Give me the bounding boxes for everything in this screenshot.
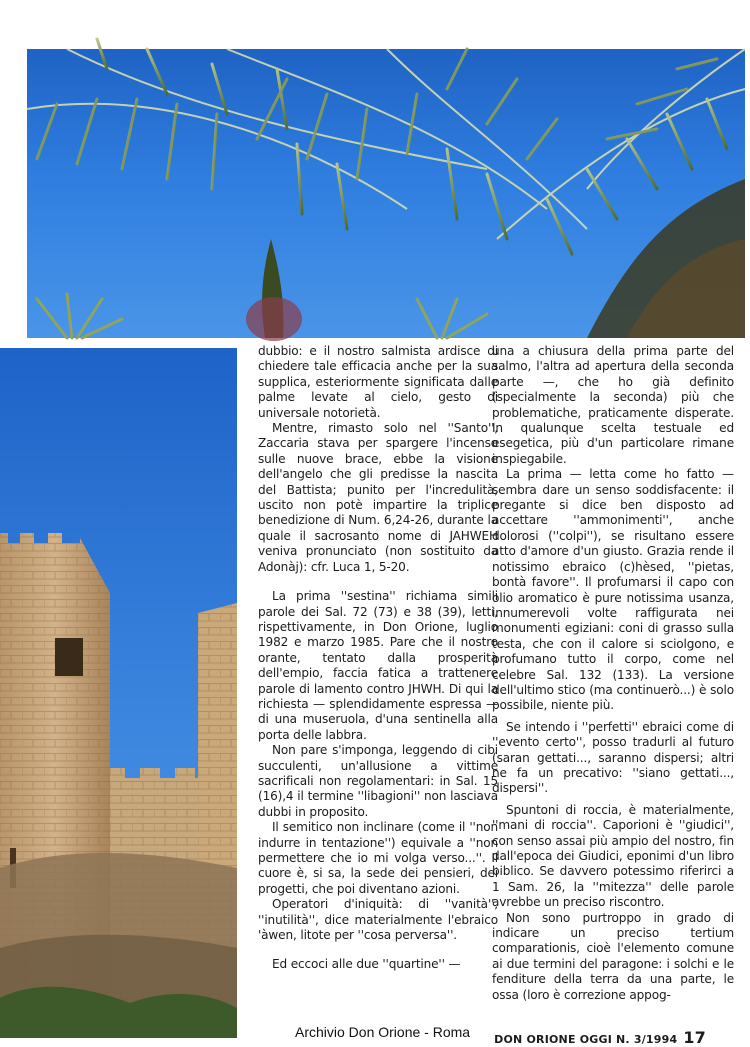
text-column-right	[492, 344, 734, 1002]
paragraph: una a chiusura della prima parte del salmo, l'altra ad apertura della seconda parte —, che ho già definito (specialmente la seconda) più che problematiche, praticamente disperate. In qualunque scelta testuale ed esegetica, più d'un particolare rimane inspiegabile.	[492, 344, 734, 466]
palm-fronds-illustration	[27, 49, 745, 338]
paragraph: Il semitico non inclinare (come il ''non indurre in tentazione'') equivale a ''non permettere che io mi volga verso...''. Il cuore è, si sa, la sede dei pensieri, dei progetti, che poi diventano azioni.	[258, 820, 498, 896]
castle-photo	[0, 348, 237, 1038]
paragraph: Non sono purtroppo in grado di indicare un preciso tertium comparationis, cioè l'elemento comune ai due termini del paragone: i solchi e le fenditure della terra da una parte, le ossa (loro è correzione appog-	[492, 910, 734, 1002]
page-folio	[494, 1028, 706, 1047]
castle-walls-illustration	[0, 348, 237, 1038]
paragraph: dubbio: e il nostro salmista ardisce di chiedere tale efficacia anche per la sua supplica, esteriormente significata dalle palme levate al cielo, gesto di universale notorietà.	[258, 344, 498, 420]
magazine-issue: DON ORIONE OGGI N. 3/1994	[494, 1033, 678, 1046]
text-column-left	[258, 344, 498, 994]
paragraph: La prima ''sestina'' richiama simili parole dei Sal. 72 (73) e 38 (39), letti, rispettivamente, in Don Orione, luglio 1982 e marzo 1985. Pare che il nostro orante, tentato dalla prosperità dell'empio, faccia fatica a trattenere parole di lamento contro JHWH. Di qui la richiesta — splendidamente espressa — di una museruola, d'una sentinella alla porta delle labbra.	[258, 589, 498, 742]
paragraph: Non pare s'imponga, leggendo di cibi succulenti, un'allusione a vittime sacrificali non regolamentari: in Sal. 15 (16),4 il termine ''libagioni'' non lasciava dubbi in proposito.	[258, 743, 498, 819]
paragraph: Se intendo i ''perfetti'' ebraici come di ''evento certo'', posso tradurli al futuro (saran gettati..., saranno dispersi; altri ne fa un precativo: ''siano gettati..., dispersi''.	[492, 719, 734, 796]
paragraph: Ed eccoci alle due ''quartine'' —	[272, 957, 461, 972]
palm-photo	[27, 49, 745, 338]
paragraph: La prima — letta come ho fatto — sembra dare un senso soddisfacente: il pregante si dice ben disposto ad accettare ''ammonimenti'', anche dolorosi (''colpi''), se risultano essere atto d'amore d'un giusto. Grazia rende il notissimo ebraico (c)hèsed, ''pietas, bontà favore''. Il profumarsi il capo con olio aromatico è pure notissima usanza, innumerevoli volte raffigurata nei monumenti egiziani: coni di grasso sulla testa, che con il calore si sciolgono, e profumano tutto il corpo, come nel celebre Sal. 132 (133). La versione dell'ultimo stico (ma continuerò...) è solo possibile, niente più.	[492, 467, 734, 713]
paragraph: Operatori d'iniquità: di ''vanità'', ''inutilità'', dice materialmente l'ebraico 'àwen, litote per ''cosa perversa''.	[258, 897, 498, 943]
archive-watermark: Archivio Don Orione - Roma	[295, 1024, 471, 1040]
page-number: 17	[683, 1028, 706, 1047]
paragraph: Spuntoni di roccia, è materialmente, ''mani di roccia''. Caporioni è ''giudici'', con senso assai più ampio del nostro, fin dall'epoca dei Giudici, eponimi d'un libro biblico. Se davvero potessimo riferirci a 1 Sam. 26, la ''mitezza'' delle parole avrebbe un preciso riscontro.	[492, 802, 734, 910]
paragraph: Mentre, rimasto solo nel ''Santo'', Zaccaria stava per spargere l'incenso sulle nuove brace, ebbe la visione dell'angelo che gli predisse la nascita del Battista; punito per l'incredulità, uscito non potè impartire la triplice benedizione di Num. 6,24-26, durante la quale il sacrosanto nome di JAHWEH veniva pronunciato (non sostituito da Adonàj): cfr. Luca 1, 5-20.	[258, 421, 498, 574]
